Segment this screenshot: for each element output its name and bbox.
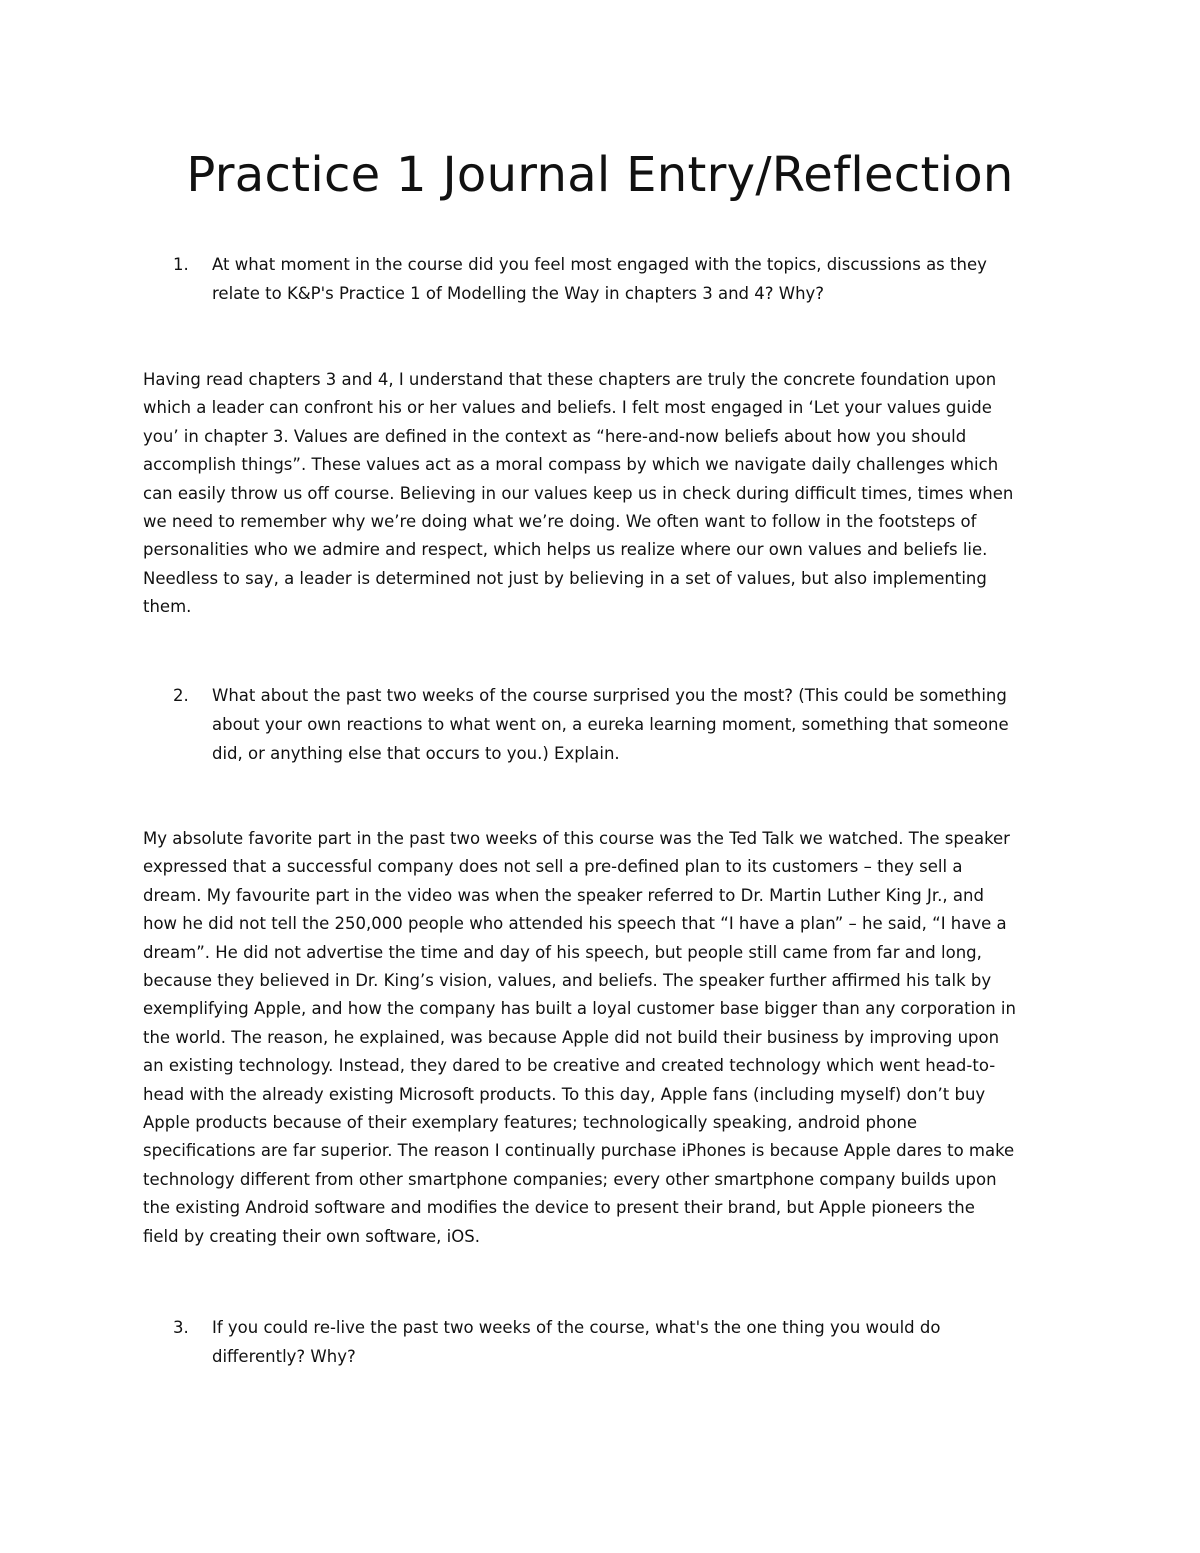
text-line: exemplifying Apple, and how the company has built a loyal customer base bigger than any corporation in [143,999,1016,1019]
text-line: we need to remember why we’re doing what we’re doing. We often want to follow in the footsteps of [143,512,977,532]
text-line: an existing technology. Instead, they dared to be creative and created technology which went head-to- [143,1056,996,1076]
text-line: At what moment in the course did you feel most engaged with the topics, discussions as they [212,255,987,274]
text-line: did, or anything else that occurs to you.) Explain. [212,744,620,763]
text-line: the existing Android software and modifies the device to present their brand, but Apple pioneers the [143,1198,975,1218]
text-line: because they believed in Dr. King’s vision, values, and beliefs. The speaker further affirmed his talk by [143,971,992,991]
question-number: 1. [173,255,189,274]
question-text [212,681,1073,768]
question-3 [173,1313,1073,1371]
question-text [212,1313,1073,1371]
text-line: relate to K&P's Practice 1 of Modelling the Way in chapters 3 and 4? Why? [212,284,825,303]
text-line: accomplish things”. These values act as a moral compass by which we navigate daily challenges which [143,455,999,475]
text-line: Needless to say, a leader is determined not just by believing in a set of values, but also implementing [143,568,987,588]
question-number: 3. [173,1318,189,1337]
text-line: which a leader can confront his or her values and beliefs. I felt most engaged in ‘Let your values guide [143,398,992,418]
text-line: Apple products because of their exemplary features; technologically speaking, android phone [143,1113,918,1133]
text-line: dream”. He did not advertise the time and day of his speech, but people still came from far and long, [143,942,982,962]
text-line: the world. The reason, he explained, was because Apple did not build their business by improving upon [143,1027,1000,1047]
text-line: them. [143,597,192,617]
text-line: dream. My favourite part in the video was when the speaker referred to Dr. Martin Luther King Jr., and [143,885,984,905]
text-line: What about the past two weeks of the course surprised you the most? (This could be something [212,686,1007,705]
answer-1 [143,366,1068,622]
question-number: 2. [173,686,189,705]
question-text [212,250,1073,308]
text-line: If you could re-live the past two weeks of the course, what's the one thing you would do [212,1318,941,1337]
text-line: head with the already existing Microsoft products. To this day, Apple fans (including myself) don’t buy [143,1084,986,1104]
text-line: can easily throw us off course. Believing in our values keep us in check during difficult times, times when [143,483,1014,503]
text-line: about your own reactions to what went on, a eureka learning moment, something that someone [212,715,1009,734]
text-line: differently? Why? [212,1347,356,1366]
text-line: how he did not tell the 250,000 people who attended his speech that “I have a plan” – he said, “I have a [143,914,1007,934]
question-2 [173,681,1073,768]
text-line: My absolute favorite part in the past two weeks of this course was the Ted Talk we watched. The speaker [143,829,1010,848]
document-title: Practice 1 Journal Entry/Reflection [186,147,1014,203]
text-line: expressed that a successful company does not sell a pre-defined plan to its customers – they sell a [143,857,963,877]
answer-2 [143,825,1068,1251]
text-line: Having read chapters 3 and 4, I understand that these chapters are truly the concrete foundation upon [143,370,997,389]
text-line: personalities who we admire and respect, which helps us realize where our own values and beliefs lie. [143,540,988,560]
text-line: field by creating their own software, iOS. [143,1226,480,1246]
question-1 [173,250,1073,308]
text-line: specifications are far superior. The reason I continually purchase iPhones is because Apple dares to make [143,1141,1015,1161]
text-line: technology different from other smartphone companies; every other smartphone company builds upon [143,1169,997,1189]
text-line: you’ in chapter 3. Values are defined in the context as “here-and-now beliefs about how you should [143,426,967,446]
